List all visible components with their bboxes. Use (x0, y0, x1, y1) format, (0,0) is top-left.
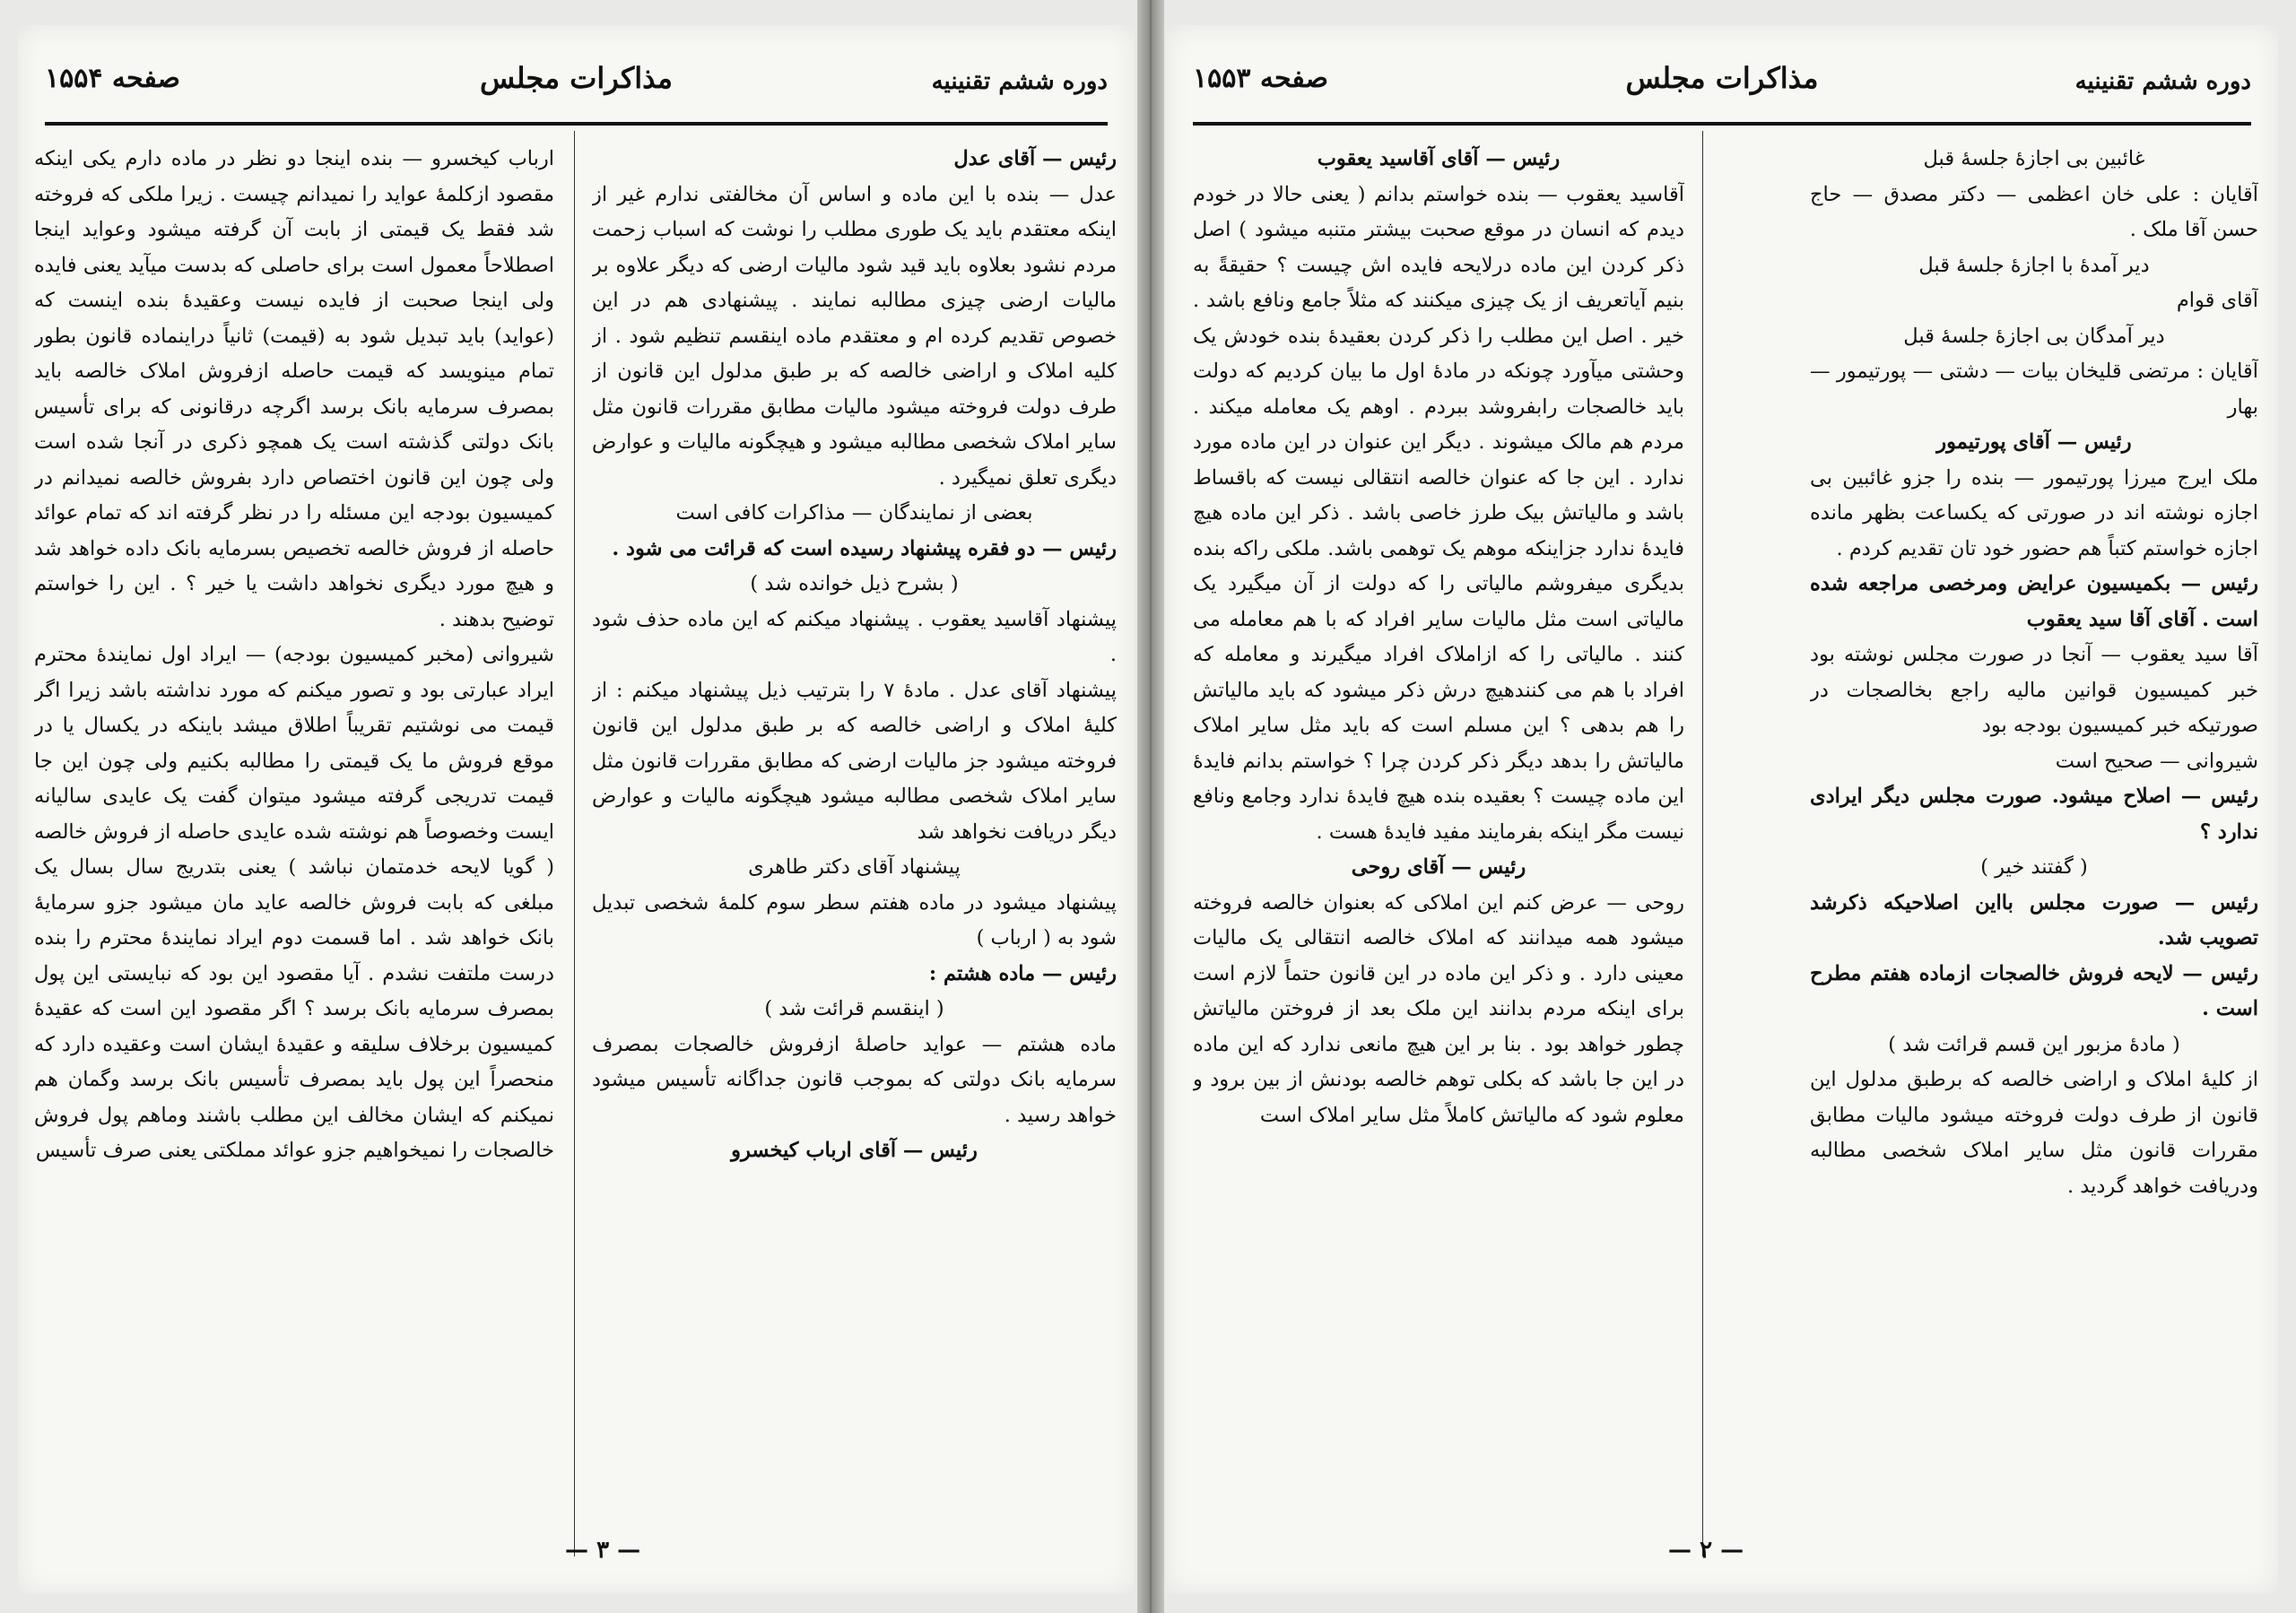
left-header-rule (45, 122, 1108, 126)
right-page-header (1193, 50, 2251, 100)
right-title: مذاکرات مجلس (1625, 61, 1819, 95)
paragraph: رئیس — آقای عدل (953, 147, 1117, 170)
paragraph: دیر آمدگان بی اجازهٔ جلسهٔ قبل (1903, 324, 2165, 348)
paragraph: ( مادهٔ مزبور این قسم قرائت شد ) (1888, 1032, 2180, 1056)
paragraph: رئیس — آقای پورتیمور (1936, 430, 2132, 454)
left-page-left-column (34, 142, 554, 1540)
right-column-divider (1702, 131, 1703, 1557)
paragraph: ( گفتند خیر ) (1980, 855, 2088, 879)
right-page-right-column (1810, 142, 2258, 1540)
left-page (18, 25, 1135, 1594)
right-session-label: دوره ششم تقنینیه (2074, 68, 2251, 95)
paragraph: آقایان : علی خان اعظمی — دکتر مصدق — حاج حسن آقا ملک . (1810, 182, 2258, 241)
paragraph: رئیس — بکمیسیون عرایض ومرخصی مراجعه شده است . آقای آقا سید یعقوب (1810, 572, 2258, 631)
paragraph: از کلیهٔ املاک و اراضی خالصه که برطبق مدلول این قانون از طرف دولت فروخته میشود مالیات مطابق مقررات قانون مثل سایر املاک شخصی مطالبه ودریافت خواهد گردید . (1810, 1068, 2258, 1198)
paragraph: غائبین بی اجازهٔ جلسهٔ قبل (1923, 147, 2145, 170)
paragraph: رئیس — آقای آقاسید یعقوب (1317, 147, 1561, 170)
paragraph: آقای قوام (2176, 289, 2258, 312)
paragraph: شیروانی (مخبر کمیسیون بودجه) — ایراد اول نمایندهٔ محترم ایراد عبارتی بود و تصور میکنم که مورد نداشته باشد زیرا اگر قیمت می نوشتیم تقریباً اطلاق میشد باینکه در یکسال یا در موقع فروش ما یک قیمتی را مطالبه بکنیم ولی چون این جا قیمت تدریجی گرفته میشود میتوان گفت یک عایدی سالیانه ایست وخصوصاً هم نوشته شده عایدی حاصله از فروش خالصه ( گویا لایحه خدمتمان نباشد ) یعنی بتدریج سال بسال یک مبلغی که بابت فروش خالصه عاید مان میشود جزو سرمایهٔ بانک خواهد شد . اما قسمت دوم ایراد نمایندهٔ محترم را بنده درست ملتفت نشدم . آیا مقصود این بود که نبایستی این پول بمصرف سرمایه بانک برسد ؟ اگر مقصود این است که عقیدهٔ کمیسیون برخلاف سلیقه و عقیدهٔ ایشان است وعقیده دارد که منحصراً این پول باید بمصرف تأسیس بانک برسد وگمان هم نمیکنم که ایشان مخالف این مطلب باشند وماهم پول فروش خالصجات را نمیخواهیم جزو عوائد مملکتی یعنی صرف تأسیس (34, 643, 554, 1162)
right-header-rule (1193, 122, 2251, 126)
paragraph: عدل — بنده با این ماده و اساس آن مخالفتی ندارم غیر از اینکه معتقدم باید یک طوری مطلب را نوشت که اسباب زحمت مردم نشود بعلاوه باید قید شود مالیات ارضی که دیگر علاوه بر مالیات ارضی چیزی مطالبه نمایند . پیشنهادی هم در این خصوص تقدیم کرده ام و معتقدم ماده اینقسم تنظیم شود . از کلیه املاک و اراضی خالصه که بر طبق مدلول این قانون از طرف دولت فروخته میشود مالیات مطابق مقررات قانون مثل سایر املاک شخصی مطالبه میشود و هیچگونه مالیات و عوارض دیگری تعلق نمیگیرد . (592, 182, 1117, 490)
left-page-number: — ۳ — (565, 1537, 641, 1564)
paragraph: رئیس — آقای روحی (1351, 855, 1526, 879)
paragraph: دیر آمدهٔ با اجازهٔ جلسهٔ قبل (1918, 253, 2150, 277)
paragraph: شیروانی — صحیح است (2055, 749, 2258, 773)
left-session-label: دوره ششم تقنینیه (931, 68, 1108, 95)
right-page-left-column (1193, 142, 1684, 1540)
left-page-label: صفحه ۱۵۵۴ (45, 63, 180, 94)
left-page-header (45, 50, 1108, 100)
left-title: مذاکرات مجلس (479, 61, 674, 95)
paragraph: پیشنهاد آقای عدل . مادهٔ ۷ را بترتیب ذیل پیشنهاد میکنم : از کلیهٔ املاک و اراضی خالصه که بر طبق مدلول این قانون فروخته میشود جز مالیات ارضی که مطابق مقررات قانون مثل سایر املاک شخصی مطالبه میشود هیچگونه مالیات و عوارض دیگر دریافت نخواهد شد (592, 678, 1117, 844)
paragraph: آقا سید یعقوب — آنجا در صورت مجلس نوشته بود خبر کمیسیون قوانین مالیه راجع بخالصجات در صورتیکه خبر کمیسیون بودجه بود (1810, 643, 2258, 737)
paragraph: روحی — عرض کنم این املاکی که بعنوان خالصه فروخته میشود همه میدانند که املاک خالصه انتقالی یک مالیات معینی دارد . و ذکر این ماده در این قانون حتماً لازم است برای اینکه مردم بدانند این ملک بعد از فروختن مالیاتش چطور خواهد بود . بنا بر این هیچ مانعی ندارد که این ماده در این جا باشد که بکلی توهم خالصه بودنش از بین برود و معلوم شود که مالیاتش کاملاً مثل سایر املاک است (1193, 890, 1684, 1127)
paragraph: پیشنهاد آقاسید یعقوب . پیشنهاد میکنم که این ماده حذف شود . (592, 607, 1117, 666)
left-page-right-column (592, 142, 1117, 1540)
paragraph: رئیس — آقای ارباب کیخسرو (731, 1139, 978, 1162)
paragraph: بعضی از نمایندگان — مذاکرات کافی است (675, 501, 1033, 525)
paragraph: ( اینقسم قرائت شد ) (764, 997, 944, 1020)
paragraph: پیشنهاد میشود در ماده هفتم سطر سوم کلمهٔ شخصی تبدیل شود به ( ارباب ) (592, 890, 1117, 950)
book-gutter (1137, 0, 1164, 1613)
paragraph: رئیس — ماده هشتم : (928, 961, 1117, 985)
paragraph: ( بشرح ذیل خوانده شد ) (750, 572, 959, 595)
paragraph: ماده هشتم — عواید حاصلهٔ ازفروش خالصجات بمصرف سرمایه بانک دولتی که بموجب قانون جداگانه تأسیس میشود خواهد رسید . (592, 1032, 1117, 1127)
right-page (1166, 25, 2278, 1594)
paragraph: رئیس — اصلاح میشود. صورت مجلس دیگر ایرادی ندارد ؟ (1810, 785, 2258, 844)
right-page-label: صفحه ۱۵۵۳ (1193, 63, 1328, 94)
paragraph: رئیس — لایحه فروش خالصجات ازماده هفتم مطرح است . (1810, 961, 2258, 1020)
paragraph: رئیس — صورت مجلس بااین اصلاحیکه ذکرشد تصویب شد. (1810, 890, 2258, 950)
paragraph: ملک ایرج میرزا پورتیمور — بنده را جزو غائبین بی اجازه نوشته اند در صورتی که یکساعت بظهر مانده اجازه خواستم کتباً هم حضور خود تان تقدیم کردم . (1810, 465, 2258, 560)
paragraph: ارباب کیخسرو — بنده اینجا دو نظر در ماده دارم یکی اینکه مقصود ازکلمهٔ عواید را نمیدانم چیست . زیرا ملکی که فروخته شد فقط یک قیمتی از بابت آن گرفته میشود وعواید اینجا اصطلاحاً معمول است برای حاصلی که بدست میآید یعنی فایده ولی اینجا صحبت از فایده نیست وعقیدهٔ بنده اینست که (عواید) باید تبدیل شود به (قیمت) ثانیاً دراینماده قانون بطور تمام مینویسد که قیمت حاصله ازفروش املاک خالصه باید بمصرف سرمایه بانک برسد اگرچه درقانونی که برای تأسیس بانک دولتی گذشته است یک همچو ذکری در آنجا شده است ولی چون این قانون اختصاص دارد بفروش خالصه نمیدانم در کمیسیون بودجه این مسئله را در نظر گرفته اند که تمام عوائد حاصله از فروش خالصه تخصیص بسرمایه بانک داده خواهد شد و هیچ مورد دیگری نخواهد داشت یا خیر ؟ . این را خواستم توضیح بدهند . (34, 147, 554, 631)
paragraph: آقاسید یعقوب — بنده خواستم بدانم ( یعنی حالا در خودم دیدم که انسان در موقع صحبت بیشتر متنبه میشود ) اصل ذکر کردن این ماده درلایحه فایده اش چیست ؟ حقیقةً به بنیم آیاتعریف از یک چیزی میکنند که مثلاً جامع ونافع باشد . خیر . اصل این مطلب را ذکر کردن بعقیدهٔ بنده خودش یک وحشتی میآورد چونکه در مادهٔ اول ما بیان کردیم که دولت باید خالصجات رابفروشد ببردم . اوهم یک معامله میکند . مردم هم مالک میشوند . دیگر این عنوان در این ماده مورد ندارد . این جا که عنوان خالصه انتقالی نیست که باقساط باشد و مالیاتش بیک طرز خاصی باشد . ذکر این ماده هیچ فایدهٔ ندارد جزاینکه موهم یک توهمی باشد. ملکی راکه بنده بدیگری میفروشم مالیاتی را که دولت از آن میگیرد یک مالیاتی است مثل مالیات سایر افراد که با هم معامله می کنند . مالیاتی را که ازاملاک افراد میگیرند و معامله که افراد با هم می کنندهیچ درش ذکر میشود که باید مالیاتش را هم بدهی ؟ این مسلم است که باید مثل سایر املاک مالیاتش را بدهد دیگر ذکر کردن چرا ؟ خواستم بدانم فایدهٔ این ماده چیست ؟ بعقیده بنده هیچ فایدهٔ ندارد وجامع ونافع نیست مگر اینکه بفرمایند مفید فایدهٔ هست . (1193, 182, 1684, 844)
paragraph: پیشنهاد آقای دکتر طاهری (748, 855, 961, 879)
paragraph: آقایان : مرتضی قلیخان بیات — دشتی — پورتیمور — بهار (1810, 360, 2258, 419)
paragraph: رئیس — دو فقره پیشنهاد رسیده است که قرائت می شود . (612, 536, 1117, 560)
left-column-divider (574, 131, 575, 1557)
right-page-number: — ۲ — (1668, 1537, 1744, 1564)
